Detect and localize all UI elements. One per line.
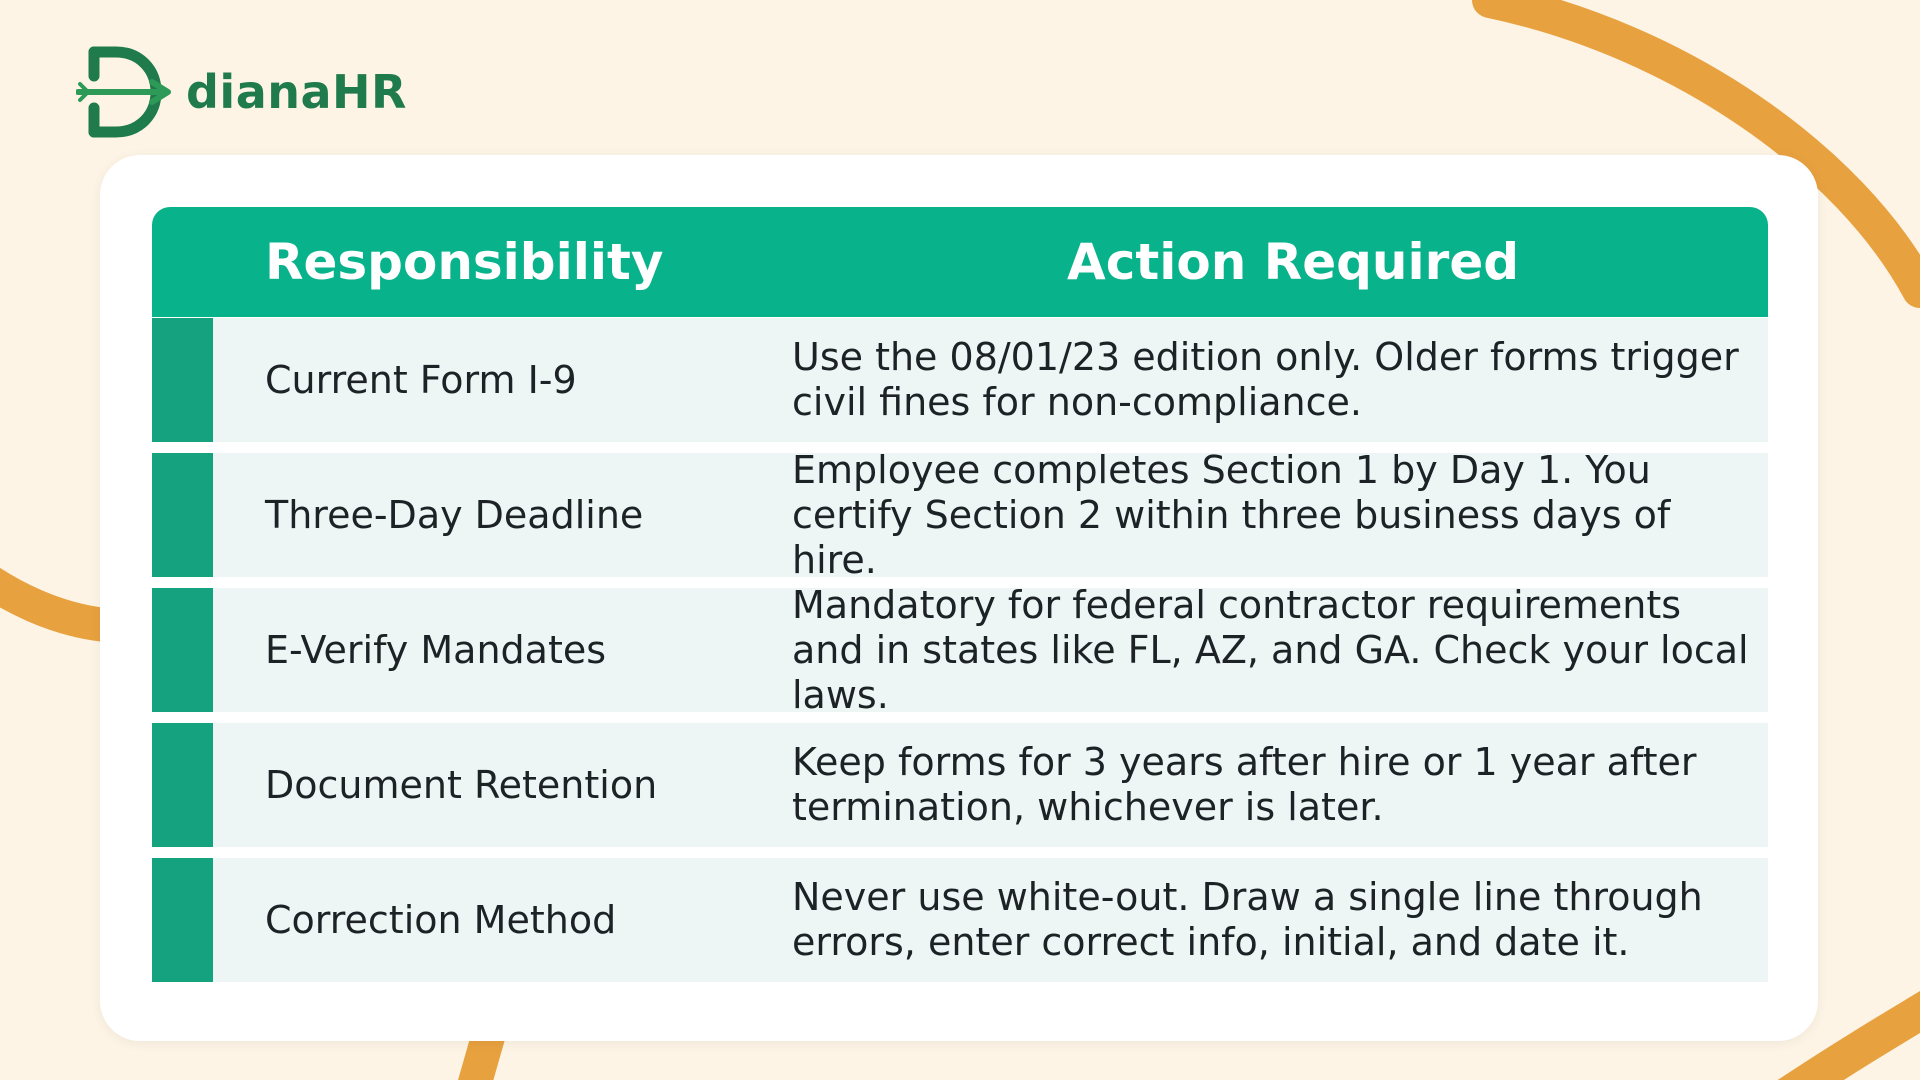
responsibility-cell: Three-Day Deadline (265, 493, 644, 537)
action-text: Use the 08/01/23 edition only. Older forms trigger civil fines for non-compliance. (792, 335, 1739, 424)
table-row (152, 582, 1768, 717)
table-row (152, 318, 1768, 442)
row-accent-bar (152, 858, 213, 982)
row-accent-bar (152, 318, 213, 442)
column-header-action: Action Required (1067, 233, 1520, 291)
brand-logo[interactable] (76, 44, 407, 140)
table-row (152, 723, 1768, 847)
responsibility-cell: E-Verify Mandates (265, 628, 607, 672)
table-header (152, 207, 1768, 317)
responsibility-table (152, 207, 1768, 982)
column-header-responsibility: Responsibility (265, 233, 664, 291)
row-accent-bar (152, 723, 213, 847)
responsibility-cell: Document Retention (265, 763, 658, 807)
responsibility-cell: Current Form I-9 (265, 358, 577, 402)
action-text: Never use white-out. Draw a single line through errors, enter correct info, initial, and date it. (792, 875, 1703, 964)
content-card (100, 155, 1818, 1041)
table-row (152, 447, 1768, 582)
action-text: Keep forms for 3 years after hire or 1 year after termination, whichever is later. (792, 740, 1697, 829)
action-cell (792, 858, 1752, 982)
dianahr-arrow-d-icon (76, 44, 172, 140)
action-text: Mandatory for federal contractor requirements and in states like FL, AZ, and GA. Check your local laws. (792, 582, 1749, 717)
action-cell (792, 447, 1752, 582)
row-accent-bar (152, 453, 213, 577)
row-accent-bar (152, 588, 213, 712)
table-row (152, 858, 1768, 982)
action-cell (792, 318, 1752, 442)
brand-name: dianaHR (186, 65, 407, 119)
action-text: Employee completes Section 1 by Day 1. You certify Section 2 within three business days of hire. (792, 447, 1671, 582)
responsibility-cell: Correction Method (265, 898, 617, 942)
action-cell (792, 582, 1752, 717)
action-cell (792, 723, 1752, 847)
